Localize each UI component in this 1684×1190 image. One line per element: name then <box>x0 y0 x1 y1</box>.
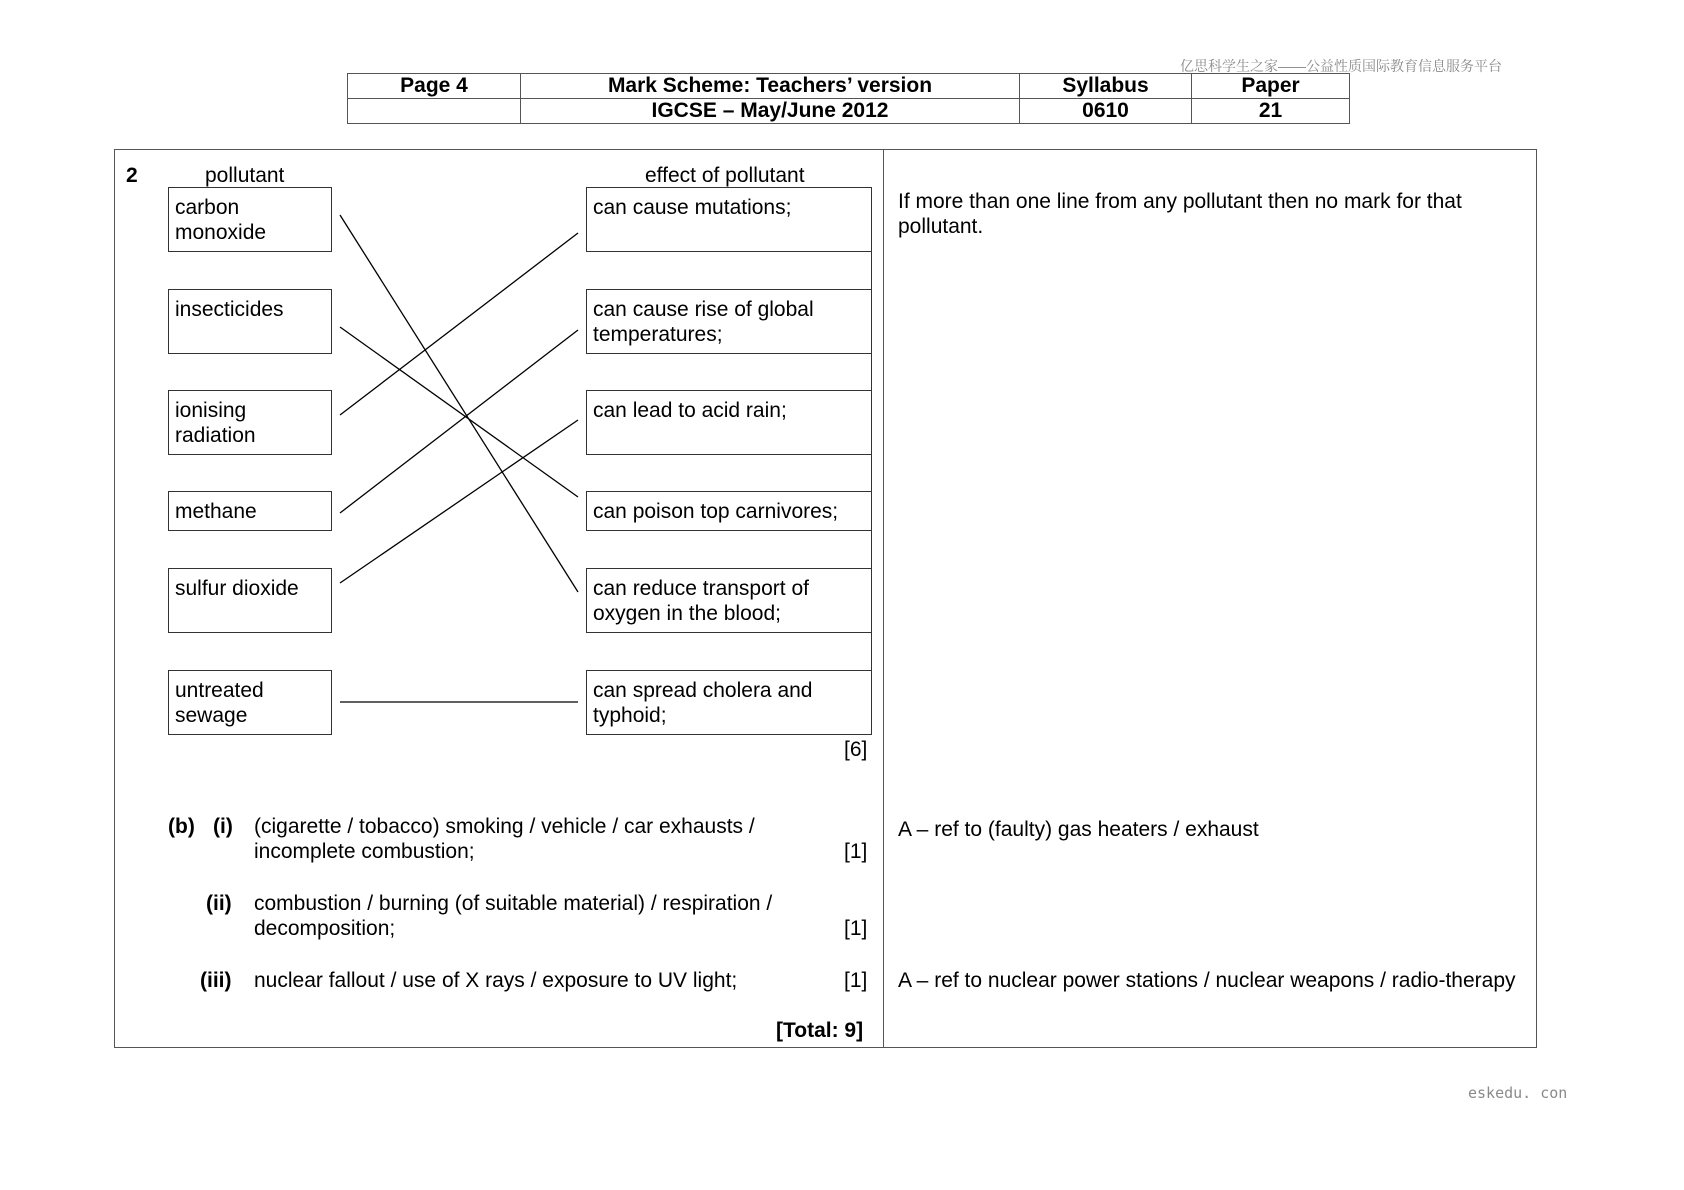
pollutant-box: sulfur dioxide <box>168 568 332 633</box>
part-b-ii-label: (ii) <box>206 892 232 915</box>
part-b-i-marks: [1] <box>844 840 868 863</box>
watermark-top: 亿思科学生之家——公益性质国际教育信息服务平台 <box>1180 58 1502 74</box>
part-b-label: (b) <box>168 815 195 838</box>
part-b-iii-label: (iii) <box>200 969 232 992</box>
syllabus-label: Syllabus <box>1020 74 1192 99</box>
effect-heading: effect of pollutant <box>645 164 805 187</box>
total-marks: [Total: 9] <box>776 1019 864 1042</box>
part-b-ii-answer: combustion / burning (of suitable material) / respiration / decomposition; <box>254 892 773 940</box>
effect-box: can lead to acid rain; <box>586 390 872 455</box>
watermark-bottom: eskedu. con <box>1468 1084 1568 1102</box>
part-b-iii-note: A – ref to nuclear power stations / nuclear weapons / radio-therapy <box>898 969 1516 992</box>
part-a-note: If more than one line from any pollutant then no mark for that pollutant. <box>898 190 1462 238</box>
pollutant-box: carbon monoxide <box>168 187 332 252</box>
part-a-marks: [6] <box>844 738 868 761</box>
part-b-iii-marks: [1] <box>844 969 868 992</box>
document-title: Mark Scheme: Teachers’ version <box>521 74 1020 99</box>
part-b-i-answer: (cigarette / tobacco) smoking / vehicle / car exhausts / incomplete combustion; <box>254 815 755 863</box>
pollutant-heading: pollutant <box>205 164 285 187</box>
page-number: Page 4 <box>348 74 521 99</box>
question-number: 2 <box>126 164 138 187</box>
pollutant-box: methane <box>168 491 332 531</box>
match-line <box>340 233 578 415</box>
effect-box: can reduce transport of oxygen in the blood; <box>586 568 872 633</box>
part-b-iii-answer: nuclear fallout / use of X rays / exposure to UV light; <box>254 969 738 992</box>
pollutant-box: insecticides <box>168 289 332 354</box>
pollutant-box: untreated sewage <box>168 670 332 735</box>
match-line <box>340 327 578 497</box>
match-line <box>340 330 578 513</box>
match-line <box>340 420 578 583</box>
effect-box: can poison top carnivores; <box>586 491 872 531</box>
syllabus-code: 0610 <box>1020 99 1192 124</box>
pollutant-box: ionising radiation <box>168 390 332 455</box>
paper-number: 21 <box>1192 99 1350 124</box>
paper-label: Paper <box>1192 74 1350 99</box>
effect-box: can spread cholera and typhoid; <box>586 670 872 735</box>
part-b-i-label: (i) <box>213 815 233 838</box>
exam-session: IGCSE – May/June 2012 <box>521 99 1020 124</box>
part-b-ii-marks: [1] <box>844 917 868 940</box>
match-line <box>340 215 578 592</box>
part-b-i-note: A – ref to (faulty) gas heaters / exhaust <box>898 818 1259 841</box>
effect-box: can cause mutations; <box>586 187 872 252</box>
effect-box: can cause rise of global temperatures; <box>586 289 872 354</box>
